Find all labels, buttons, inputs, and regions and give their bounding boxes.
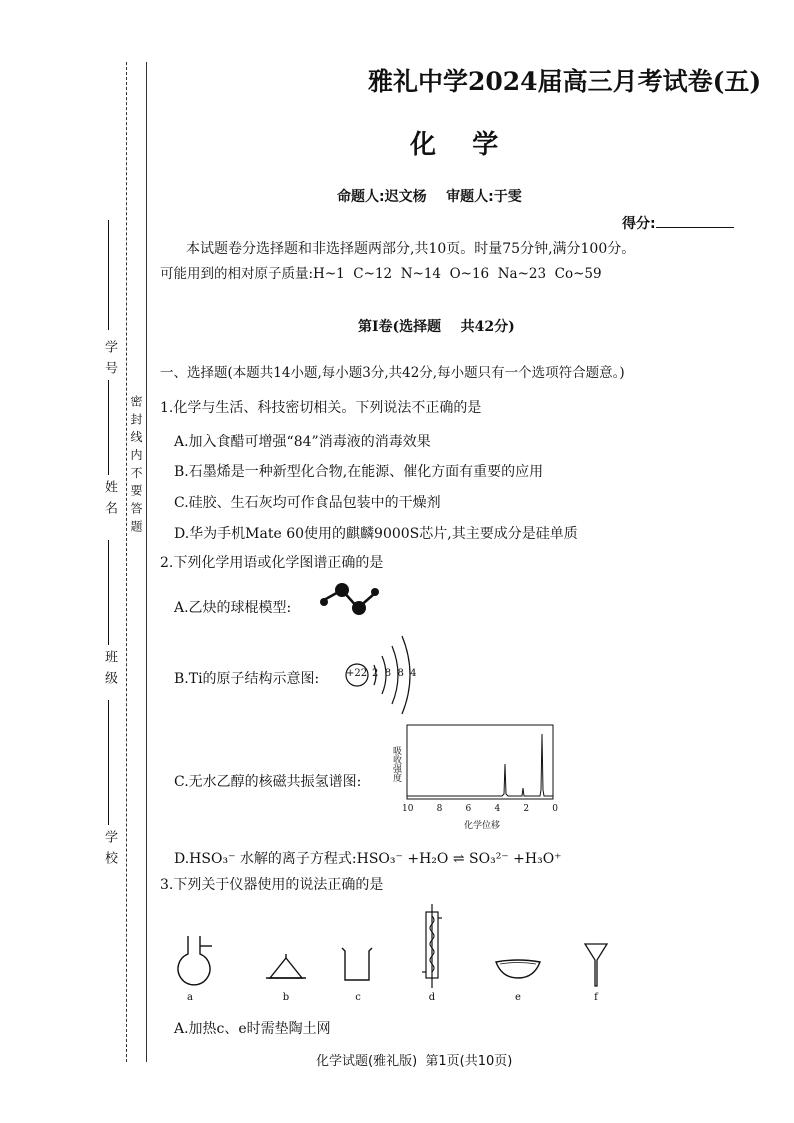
- atom-nucleus-label: +22: [346, 668, 368, 679]
- question-1-option-a[interactable]: A.加入食醋可增强“84”消毒液的消毒效果: [174, 434, 431, 450]
- question-1-option-b[interactable]: B.石墨烯是一种新型化合物,在能源、催化方面有重要的应用: [174, 464, 544, 480]
- apparatus-label-b: b: [282, 992, 290, 1003]
- apparatus-label-f: f: [594, 992, 598, 1003]
- clay-triangle-icon: [264, 954, 308, 984]
- binding-field-class-line: [108, 540, 109, 645]
- nmr-tick-2: 2: [523, 804, 530, 814]
- question-1-stem: 1.化学与生活、科技密切相关。下列说法不正确的是: [160, 400, 482, 416]
- condenser-icon: [422, 904, 442, 988]
- nmr-spectrum-chart: [388, 722, 558, 832]
- question-3-option-a[interactable]: A.加热c、e时需垫陶土网: [174, 1021, 331, 1037]
- apparatus-row: [160, 900, 630, 1010]
- authors: 命题人:迟文杨 审题人:于雯: [337, 189, 522, 205]
- funnel-icon: [584, 942, 608, 988]
- evaporating-dish-icon: [494, 958, 542, 980]
- score-label: 得分:: [622, 216, 656, 232]
- question-2-option-c[interactable]: C.无水乙醇的核磁共振氢谱图:: [174, 774, 362, 790]
- binding-field-school: 学 校: [102, 830, 117, 867]
- binding-dashed-line: [126, 62, 127, 1062]
- atom-shell-electrons: 2 8 8 4: [372, 668, 417, 679]
- exam-title: 雅礼中学2024届高三月考试卷(五): [368, 67, 762, 96]
- subject-title: 化 学: [410, 130, 499, 160]
- nmr-xlabel: 化学位移: [464, 821, 501, 831]
- nmr-tick-4: 4: [494, 804, 501, 814]
- nmr-tick-6: 6: [465, 804, 472, 814]
- intro-line-1: 本试题卷分选择题和非选择题两部分,共10页。时量75分钟,满分100分。: [186, 241, 636, 257]
- apparatus-label-a: a: [187, 992, 193, 1003]
- apparatus-label-e: e: [515, 992, 521, 1003]
- ball-stick-model-icon: [312, 582, 384, 620]
- binding-field-class: 班 级: [102, 650, 117, 687]
- section-instruction: 一、选择题(本题共14小题,每小题3分,共42分,每小题只有一个选项符合题意。): [160, 365, 625, 381]
- nmr-ticks: [402, 804, 558, 814]
- binding-field-name: 姓 名: [102, 480, 117, 517]
- nmr-ylabel: 吸收强度: [391, 746, 401, 782]
- section-title: 第Ⅰ卷(选择题 共42分): [358, 319, 515, 335]
- question-2-option-a[interactable]: A.乙炔的球棍模型:: [174, 600, 292, 616]
- apparatus-label-d: d: [428, 992, 436, 1003]
- score-field[interactable]: [622, 213, 734, 233]
- binding-field-student-id: 学 号: [102, 340, 117, 377]
- nmr-tick-10: 10: [402, 804, 414, 814]
- score-blank[interactable]: [656, 213, 734, 228]
- beaker-icon: [340, 946, 374, 984]
- nmr-tick-0: 0: [552, 804, 558, 814]
- question-1-option-c[interactable]: C.硅胶、生石灰均可作食品包装中的干燥剂: [174, 495, 441, 511]
- question-1-option-d[interactable]: D.华为手机Mate 60使用的麒麟9000S芯片,其主要成分是硅单质: [174, 526, 578, 542]
- question-3-stem: 3.下列关于仪器使用的说法正确的是: [160, 877, 384, 893]
- nmr-tick-8: 8: [436, 804, 443, 814]
- nmr-plot-area: [406, 724, 556, 802]
- binding-field-student-id-line: [108, 220, 109, 330]
- apparatus-label-c: c: [355, 992, 361, 1003]
- question-2-stem: 2.下列化学用语或化学图谱正确的是: [160, 555, 384, 571]
- binding-notice: 密 封 线 内 不 要 答 题: [129, 395, 143, 533]
- question-2-option-d[interactable]: D.HSO₃⁻ 水解的离子方程式:HSO₃⁻ +H₂O ⇌ SO₃²⁻ +H₃O⁺: [174, 851, 562, 867]
- binding-field-name-line: [108, 380, 109, 475]
- binding-field-school-line: [108, 700, 109, 825]
- page-footer: 化学试题(雅礼版) 第1页(共10页): [316, 1054, 513, 1069]
- atom-structure-diagram: [342, 630, 432, 720]
- binding-solid-line: [146, 62, 147, 1062]
- intro-line-2: 可能用到的相对原子质量:H~1 C~12 N~14 O~16 Na~23 Co~59: [160, 266, 602, 282]
- round-bottom-flask-icon: [172, 934, 216, 990]
- question-2-option-b[interactable]: B.Ti的原子结构示意图:: [174, 671, 320, 687]
